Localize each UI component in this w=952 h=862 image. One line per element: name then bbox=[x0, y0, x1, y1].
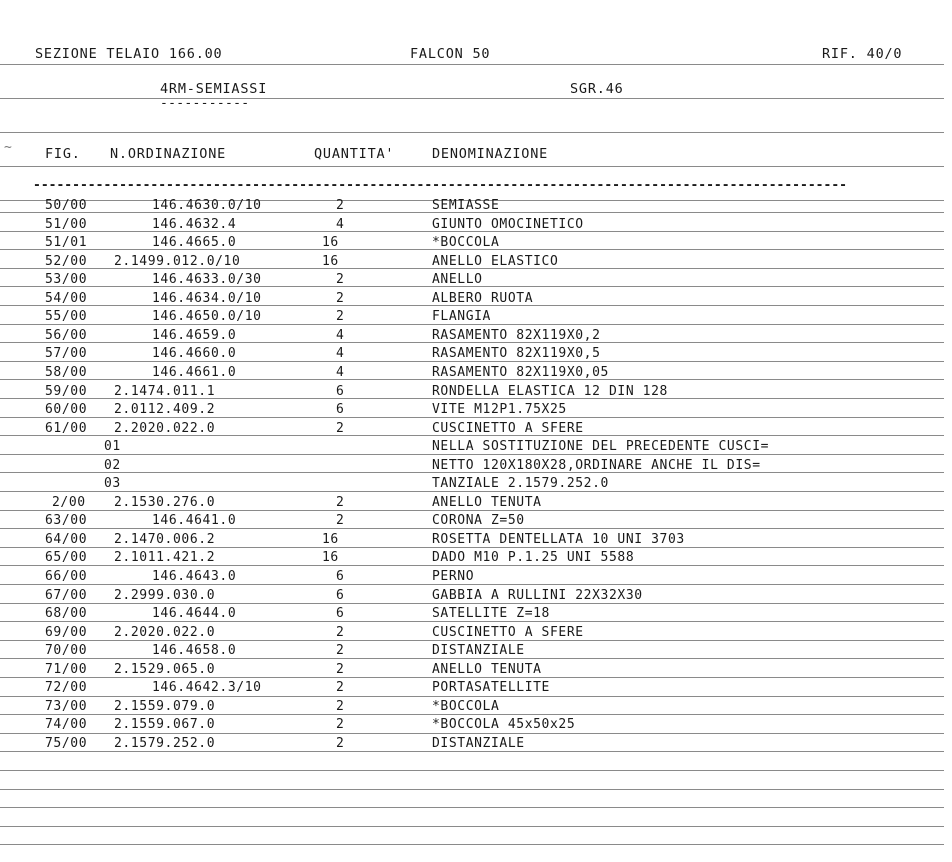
fig-cell: 74/00 bbox=[45, 717, 88, 732]
quantity-cell: 16 bbox=[322, 532, 339, 547]
table-row bbox=[0, 606, 944, 622]
fig-cell: 61/00 bbox=[45, 421, 88, 436]
quantity-cell: 6 bbox=[336, 402, 345, 417]
fig-cell: 58/00 bbox=[45, 365, 88, 380]
fig-cell: 57/00 bbox=[45, 346, 88, 361]
table-row bbox=[0, 402, 944, 418]
corner-mark: ~ bbox=[4, 140, 13, 155]
table-row bbox=[0, 198, 944, 214]
table-row bbox=[0, 328, 944, 344]
description-cell: RONDELLA ELASTICA 12 DIN 128 bbox=[432, 384, 668, 399]
quantity-cell: 2 bbox=[336, 680, 345, 695]
fig-cell: 60/00 bbox=[45, 402, 88, 417]
fig-cell: 02 bbox=[104, 458, 121, 473]
fig-cell: 03 bbox=[104, 476, 121, 491]
description-cell: ANELLO ELASTICO bbox=[432, 254, 559, 269]
order-number-cell: 2.2020.022.0 bbox=[114, 625, 216, 640]
order-number-cell: 2.1529.065.0 bbox=[114, 662, 216, 677]
description-cell: VITE M12P1.75X25 bbox=[432, 402, 567, 417]
order-number-cell: 146.4641.0 bbox=[152, 513, 237, 528]
quantity-cell: 2 bbox=[336, 421, 345, 436]
quantity-cell: 4 bbox=[336, 346, 345, 361]
description-cell: ALBERO RUOTA bbox=[432, 291, 534, 306]
fig-cell: 52/00 bbox=[45, 254, 88, 269]
fig-cell: 69/00 bbox=[45, 625, 88, 640]
fig-cell: 63/00 bbox=[45, 513, 88, 528]
quantity-cell: 6 bbox=[336, 569, 345, 584]
order-number-cell: 2.1499.012.0/10 bbox=[114, 254, 241, 269]
description-cell: CUSCINETTO A SFERE bbox=[432, 625, 584, 640]
quantity-cell: 4 bbox=[336, 217, 345, 232]
order-number-cell: 146.4658.0 bbox=[152, 643, 237, 658]
quantity-cell: 2 bbox=[336, 643, 345, 658]
quantity-cell: 2 bbox=[336, 736, 345, 751]
quantity-cell: 4 bbox=[336, 365, 345, 380]
table-row bbox=[0, 625, 944, 641]
table-row bbox=[0, 384, 944, 400]
description-cell: *BOCCOLA 45x50x25 bbox=[432, 717, 576, 732]
description-cell: *BOCCOLA bbox=[432, 235, 500, 250]
fig-cell: 72/00 bbox=[45, 680, 88, 695]
order-number-cell: 2.1470.006.2 bbox=[114, 532, 216, 547]
form-rule-line bbox=[0, 132, 944, 133]
fig-cell: 70/00 bbox=[45, 643, 88, 658]
description-cell: SATELLITE Z=18 bbox=[432, 606, 550, 621]
description-cell: *BOCCOLA bbox=[432, 699, 500, 714]
order-number-cell: 146.4632.4 bbox=[152, 217, 237, 232]
form-rule-line bbox=[0, 844, 944, 845]
order-number-cell: 2.2020.022.0 bbox=[114, 421, 216, 436]
form-rule-line bbox=[0, 826, 944, 827]
fig-cell: 53/00 bbox=[45, 272, 88, 287]
fig-cell: 51/01 bbox=[45, 235, 88, 250]
quantity-cell: 2 bbox=[336, 291, 345, 306]
order-number-cell: 146.4659.0 bbox=[152, 328, 237, 343]
order-number-cell: 146.4660.0 bbox=[152, 346, 237, 361]
description-cell: DISTANZIALE bbox=[432, 736, 525, 751]
table-row bbox=[0, 550, 944, 566]
description-cell: PORTASATELLITE bbox=[432, 680, 550, 695]
description-cell: CORONA Z=50 bbox=[432, 513, 525, 528]
description-cell: RASAMENTO 82X119X0,05 bbox=[432, 365, 609, 380]
quantity-cell: 2 bbox=[336, 625, 345, 640]
order-number-cell: 2.1474.011.1 bbox=[114, 384, 216, 399]
order-number-cell: 2.0112.409.2 bbox=[114, 402, 216, 417]
quantity-cell: 16 bbox=[322, 550, 339, 565]
form-rule-line bbox=[0, 98, 944, 99]
table-row bbox=[0, 458, 944, 474]
order-number-cell: 146.4661.0 bbox=[152, 365, 237, 380]
quantity-cell: 6 bbox=[336, 606, 345, 621]
header-separator: -------------------------------------------------------------------------------------------------------- bbox=[33, 178, 847, 193]
fig-cell: 01 bbox=[104, 439, 121, 454]
column-header-fig: FIG. bbox=[45, 146, 81, 162]
fig-cell: 51/00 bbox=[45, 217, 88, 232]
model-name: FALCON 50 bbox=[410, 46, 491, 62]
table-row bbox=[0, 217, 944, 233]
description-cell: NETTO 120X180X28,ORDINARE ANCHE IL DIS= bbox=[432, 458, 761, 473]
table-row bbox=[0, 272, 944, 288]
order-number-cell: 2.1530.276.0 bbox=[114, 495, 216, 510]
description-cell: CUSCINETTO A SFERE bbox=[432, 421, 584, 436]
table-row bbox=[0, 254, 944, 270]
order-number-cell: 2.1559.067.0 bbox=[114, 717, 216, 732]
order-number-cell: 146.4644.0 bbox=[152, 606, 237, 621]
fig-cell: 73/00 bbox=[45, 699, 88, 714]
fig-cell: 71/00 bbox=[45, 662, 88, 677]
description-cell: DISTANZIALE bbox=[432, 643, 525, 658]
table-row bbox=[0, 513, 944, 529]
quantity-cell: 16 bbox=[322, 235, 339, 250]
table-row bbox=[0, 532, 944, 548]
order-number-cell: 146.4665.0 bbox=[152, 235, 237, 250]
group-code: SGR.46 bbox=[570, 81, 624, 97]
fig-cell: 68/00 bbox=[45, 606, 88, 621]
table-row bbox=[0, 736, 944, 752]
quantity-cell: 6 bbox=[336, 384, 345, 399]
order-number-cell: 146.4633.0/30 bbox=[152, 272, 262, 287]
column-header-order-number: N.ORDINAZIONE bbox=[110, 146, 227, 162]
order-number-cell: 2.1559.079.0 bbox=[114, 699, 216, 714]
quantity-cell: 6 bbox=[336, 588, 345, 603]
table-row bbox=[0, 365, 944, 381]
fig-cell: 59/00 bbox=[45, 384, 88, 399]
column-header-quantity: QUANTITA' bbox=[314, 146, 395, 162]
quantity-cell: 2 bbox=[336, 662, 345, 677]
fig-cell: 65/00 bbox=[45, 550, 88, 565]
form-rule-line bbox=[0, 166, 944, 167]
quantity-cell: 2 bbox=[336, 513, 345, 528]
description-cell: TANZIALE 2.1579.252.0 bbox=[432, 476, 609, 491]
description-cell: ROSETTA DENTELLATA 10 UNI 3703 bbox=[432, 532, 685, 547]
quantity-cell: 2 bbox=[336, 495, 345, 510]
table-row bbox=[0, 235, 944, 251]
table-row bbox=[0, 291, 944, 307]
form-rule-line bbox=[0, 696, 944, 697]
description-cell: SEMIASSE bbox=[432, 198, 500, 213]
description-cell: GIUNTO OMOCINETICO bbox=[432, 217, 584, 232]
fig-cell: 67/00 bbox=[45, 588, 88, 603]
form-rule-line bbox=[0, 789, 944, 790]
order-number-cell: 146.4634.0/10 bbox=[152, 291, 262, 306]
quantity-cell: 2 bbox=[336, 717, 345, 732]
table-row bbox=[0, 699, 944, 715]
description-cell: PERNO bbox=[432, 569, 475, 584]
quantity-cell: 16 bbox=[322, 254, 339, 269]
table-row bbox=[0, 588, 944, 604]
order-number-cell: 2.1011.421.2 bbox=[114, 550, 216, 565]
form-rule-line bbox=[0, 733, 944, 734]
fig-cell: 64/00 bbox=[45, 532, 88, 547]
form-rule-line bbox=[0, 807, 944, 808]
reference-number: RIF. 40/0 bbox=[822, 46, 903, 62]
order-number-cell: 146.4630.0/10 bbox=[152, 198, 262, 213]
description-cell: RASAMENTO 82X119X0,2 bbox=[432, 328, 601, 343]
table-row bbox=[0, 476, 944, 492]
table-row bbox=[0, 643, 944, 659]
description-cell: FLANGIA bbox=[432, 309, 491, 324]
order-number-cell: 146.4643.0 bbox=[152, 569, 237, 584]
quantity-cell: 2 bbox=[336, 699, 345, 714]
group-underline: ----------- bbox=[160, 96, 250, 111]
fig-cell: 54/00 bbox=[45, 291, 88, 306]
order-number-cell: 2.2999.030.0 bbox=[114, 588, 216, 603]
quantity-cell: 4 bbox=[336, 328, 345, 343]
table-row bbox=[0, 309, 944, 325]
table-row bbox=[0, 439, 944, 455]
table-row bbox=[0, 569, 944, 585]
section-title: SEZIONE TELAIO 166.00 bbox=[35, 46, 223, 62]
order-number-cell: 146.4650.0/10 bbox=[152, 309, 262, 324]
fig-cell: 55/00 bbox=[45, 309, 88, 324]
description-cell: GABBIA A RULLINI 22X32X30 bbox=[432, 588, 643, 603]
table-row bbox=[0, 680, 944, 696]
description-cell: ANELLO bbox=[432, 272, 483, 287]
fig-cell: 66/00 bbox=[45, 569, 88, 584]
description-cell: NELLA SOSTITUZIONE DEL PRECEDENTE CUSCI= bbox=[432, 439, 770, 454]
column-header-description: DENOMINAZIONE bbox=[432, 146, 549, 162]
table-row bbox=[0, 495, 944, 511]
group-title: 4RM-SEMIASSI bbox=[160, 81, 268, 97]
table-row bbox=[0, 346, 944, 362]
form-rule-line bbox=[0, 64, 944, 65]
fig-cell: 56/00 bbox=[45, 328, 88, 343]
description-cell: DADO M10 P.1.25 UNI 5588 bbox=[432, 550, 635, 565]
quantity-cell: 2 bbox=[336, 309, 345, 324]
fig-cell: 75/00 bbox=[45, 736, 88, 751]
fig-cell: 2/00 bbox=[52, 495, 86, 510]
table-row bbox=[0, 662, 944, 678]
form-rule-line bbox=[0, 770, 944, 771]
order-number-cell: 2.1579.252.0 bbox=[114, 736, 216, 751]
description-cell: ANELLO TENUTA bbox=[432, 495, 542, 510]
description-cell: RASAMENTO 82X119X0,5 bbox=[432, 346, 601, 361]
quantity-cell: 2 bbox=[336, 198, 345, 213]
quantity-cell: 2 bbox=[336, 272, 345, 287]
description-cell: ANELLO TENUTA bbox=[432, 662, 542, 677]
order-number-cell: 146.4642.3/10 bbox=[152, 680, 262, 695]
fig-cell: 50/00 bbox=[45, 198, 88, 213]
table-row bbox=[0, 717, 944, 733]
table-row bbox=[0, 421, 944, 437]
